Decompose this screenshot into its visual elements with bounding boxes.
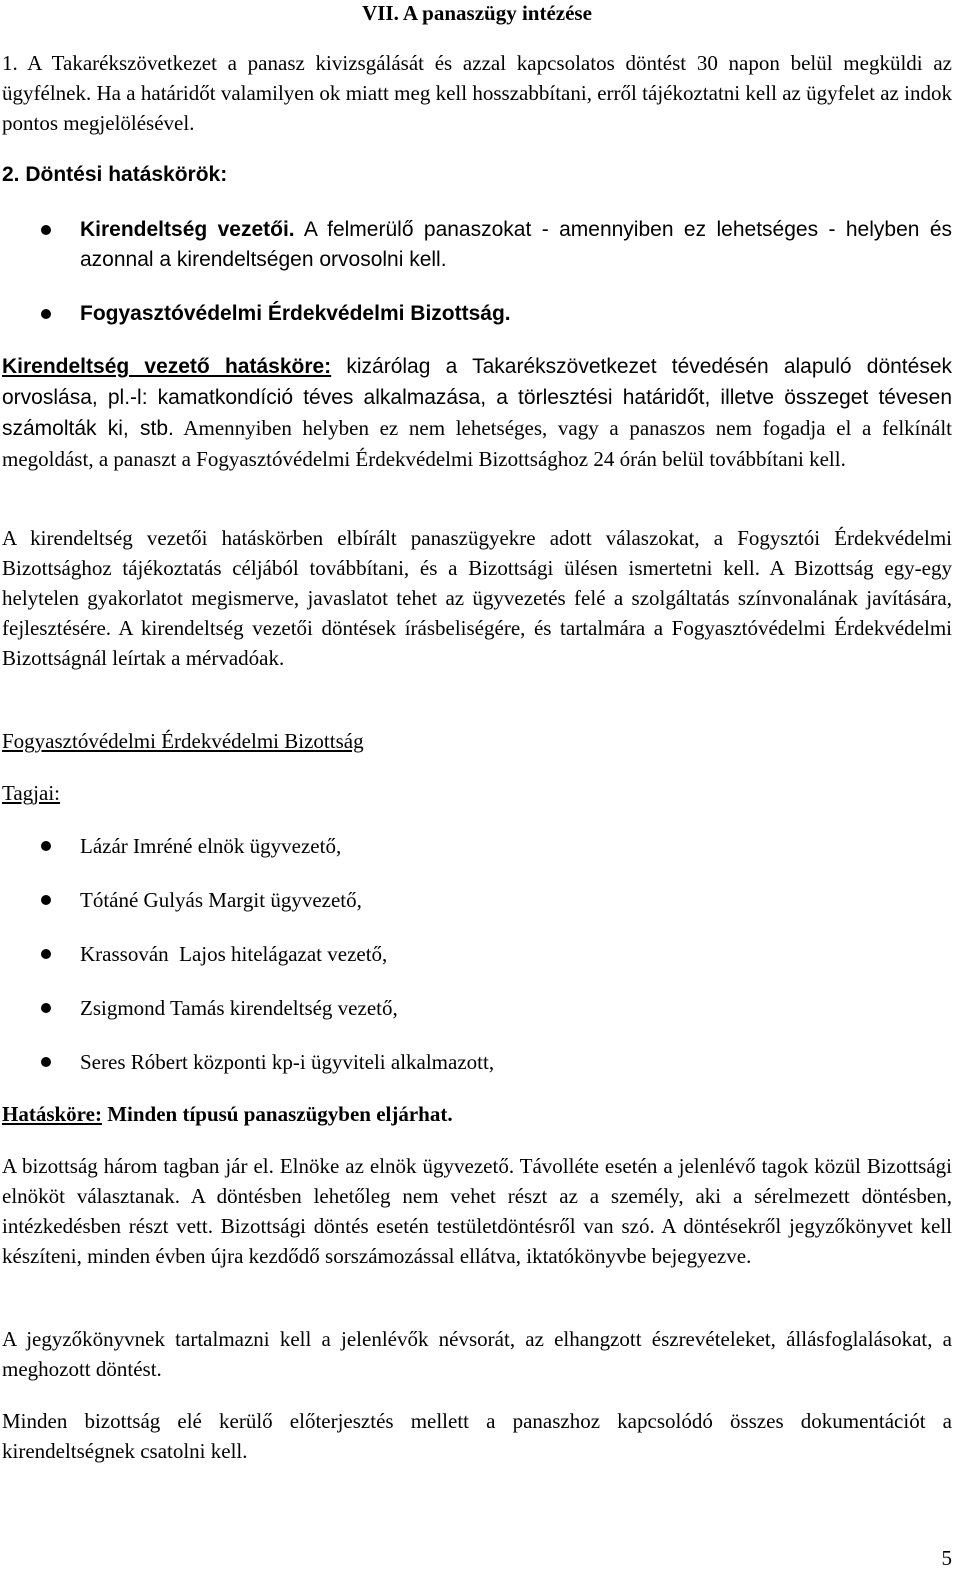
branch-authority-text-cont: Amennyiben helyben ez nem lehetséges, vagy a panaszos nem fogadja el a felkínált megoldást, a panaszt a Fogyasztóvédelmi Érdekvédelmi Bizottsághoz 24 órán belül továbbítani kell. bbox=[2, 416, 952, 471]
member-name: Lázár Imréné elnök ügyvezető, bbox=[80, 834, 342, 858]
bullet-icon bbox=[41, 895, 51, 905]
list-item-rest: A felmerülő panaszokat - amennyiben ez lehetséges - helyben és azonnal a kirendeltségen orvosolni kell. bbox=[80, 218, 953, 271]
list-item-text bbox=[80, 215, 952, 275]
bullet-icon bbox=[41, 841, 51, 851]
list-item-text bbox=[80, 299, 952, 329]
paragraph-deadline: 1. A Takarékszövetkezet a panasz kivizsgálását és azzal kapcsolatos döntést 30 napon belül megküldi az ügyfélnek. Ha a határidőt valamilyen ok miatt meg kell hosszabbítani, erről tájékoztatni kell az ügyfelet az indok pontos megjelölésével. bbox=[2, 51, 952, 135]
paragraph-documentation: Minden bizottság elé kerülő előterjesztés mellett a panaszhoz kapcsolódó összes dokumentációt a kirendeltségnek csatolni kell. bbox=[2, 1409, 952, 1463]
member-name: Krassován Lajos hitelágazat vezető, bbox=[80, 942, 388, 966]
branch-authority-text: kizárólag a Takarékszövetkezet tévedésén alapuló döntések orvoslása, pl.-l: kamatkondíció téves alkalmazása, a törlesztési határidőt, illetve összeget tévesen számolták ki, stb. bbox=[2, 355, 952, 440]
bullet-icon bbox=[41, 949, 51, 959]
scope-text: Minden típusú panaszügyben eljárhat. bbox=[101, 1102, 453, 1126]
list-item-bold: Kirendeltség vezetői. bbox=[80, 218, 295, 241]
paragraph-committee-procedure: A bizottság három tagban jár el. Elnöke az elnök ügyvezető. Távolléte esetén a jelenlévő tagok közül Bizottsági elnököt választanak. A döntésben lehetőleg nem vehet részt az a személy, aki a sérelmezett döntésben, intézkedésben részt vett. Bizottsági döntés esetén testületdöntésről van szó. A döntésekről jegyzőkönyvet kell készíteni, minden évben újra kezdődő sorszámozással ellátva, iktatókönyvbe bejegyezve. bbox=[2, 1154, 952, 1268]
paragraph-branch-responses: A kirendeltség vezetői hatáskörben elbírált panaszügyekre adott válaszokat, a Fogysztói Érdekvédelmi Bizottsághoz tájékoztatás céljából továbbítani, és a Bizottsági ülésen ismertetni kell. A Bizottság egy-egy helytelen gyakorlatot megismerve, javaslatot tehet az ügyvezetés felé a szolgáltatás színvonalának javítására, fejlesztésére. A kirendeltség vezetői döntések írásbeliségére, és tartalmára a Fogyasztóvédelmi Érdekvédelmi Bizottságnál leírtak a mérvadóak. bbox=[2, 526, 952, 670]
page-number: 5 bbox=[941, 1546, 952, 1570]
committee-heading: Fogyasztóvédelmi Érdekvédelmi Bizottság bbox=[2, 729, 364, 753]
bullet-icon bbox=[41, 1003, 51, 1013]
member-name: Seres Róbert központi kp-i ügyviteli alkalmazott, bbox=[80, 1050, 495, 1074]
subheading-decision-authority: 2. Döntési hatáskörök: bbox=[2, 163, 228, 186]
paragraph-minutes-content: A jegyzőkönyvnek tartalmazni kell a jelenlévők névsorát, az elhangzott észrevételeket, állásfoglalásokat, a meghozott döntést. bbox=[2, 1327, 952, 1381]
paragraph-branch-authority bbox=[2, 351, 952, 474]
bullet-icon bbox=[41, 225, 51, 235]
section-title: VII. A panaszügy intézése bbox=[362, 1, 592, 25]
list-item-bold: Fogyasztóvédelmi Érdekvédelmi Bizottság. bbox=[80, 302, 511, 325]
members-heading: Tagjai: bbox=[2, 781, 61, 805]
bullet-icon bbox=[41, 1057, 51, 1067]
scope-label: Hatásköre: bbox=[2, 1102, 102, 1126]
member-name: Zsigmond Tamás kirendeltség vezető, bbox=[80, 996, 398, 1020]
branch-authority-label: Kirendeltség vezető hatásköre: bbox=[2, 355, 332, 378]
member-name: Tótáné Gulyás Margit ügyvezető, bbox=[80, 888, 362, 912]
bullet-icon bbox=[41, 309, 51, 319]
committee-scope bbox=[2, 1099, 952, 1129]
